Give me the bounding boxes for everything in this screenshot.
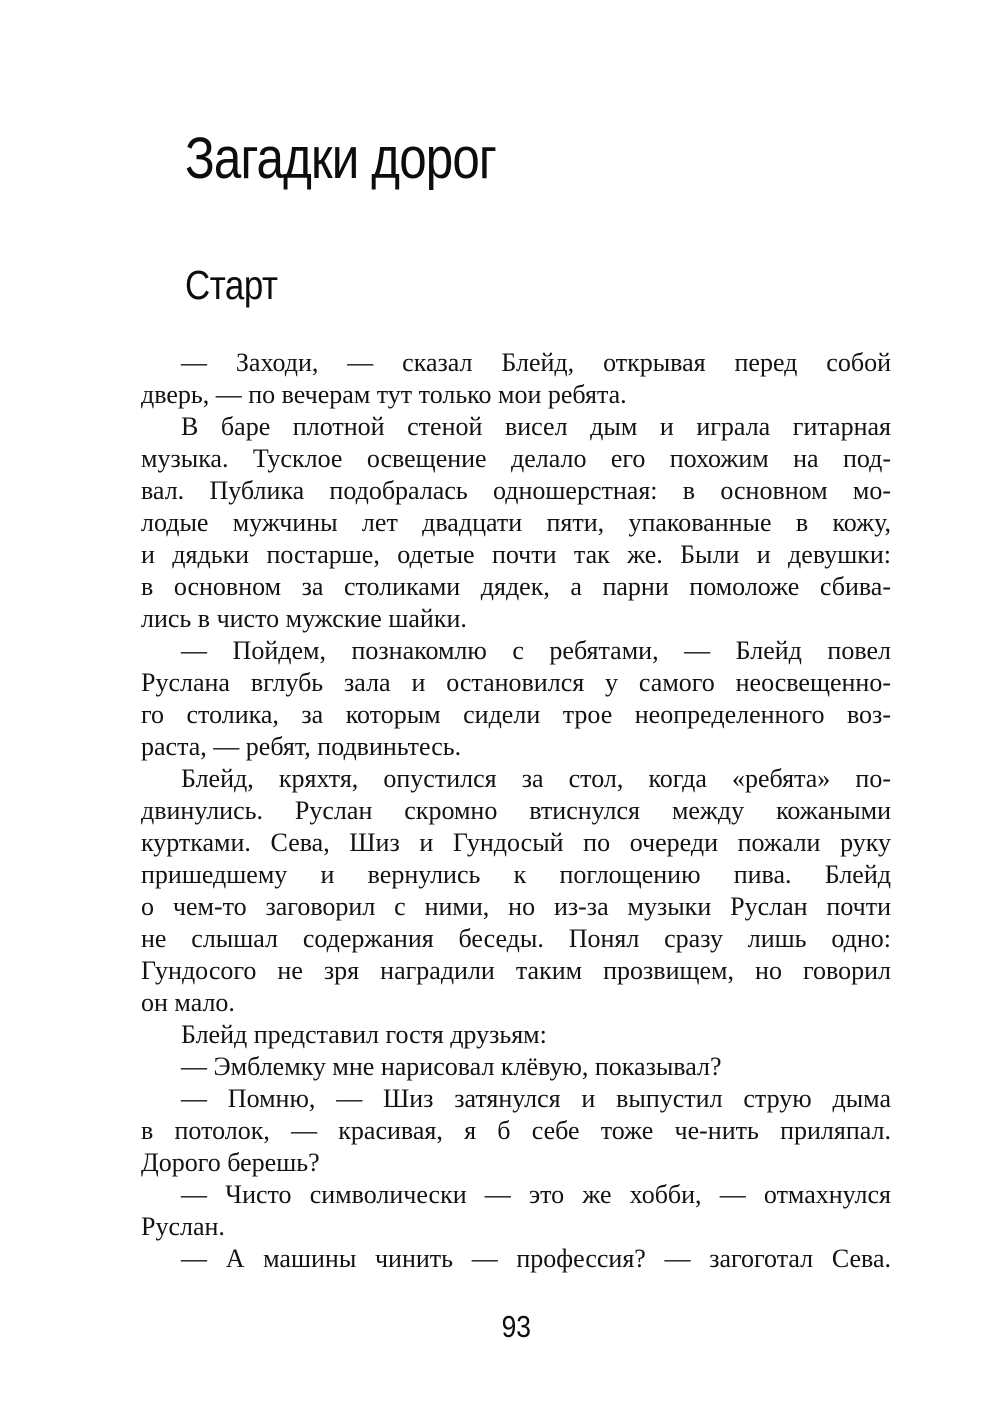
text-line: не слышал содержания беседы. Понял сразу лишь одно: bbox=[141, 924, 891, 953]
page-number-text: 93 bbox=[501, 1309, 531, 1344]
text-line: Гундосого не зря наградили таким прозвищем, но говорил bbox=[141, 956, 891, 985]
text-line: музыка. Тусклое освещение делало его похожим на под- bbox=[141, 444, 891, 473]
text-line: пришедшему и вернулись к поглощению пива. Блейд bbox=[141, 860, 891, 889]
text-line: вал. Публика подобралась одношерстная: в основном мо- bbox=[141, 476, 891, 505]
section-heading-text: Старт bbox=[185, 262, 278, 308]
text-line: и дядьки постарше, одетые почти так же. Были и девушки: bbox=[141, 540, 891, 569]
text-line: — Чисто символически — это же хобби, — отмахнулся bbox=[181, 1180, 891, 1209]
paragraph bbox=[141, 1051, 891, 1083]
text-line: о чем-то заговорил с ними, но из-за музыки Руслан почти bbox=[141, 892, 891, 921]
paragraph bbox=[141, 635, 891, 763]
paragraph bbox=[141, 1083, 891, 1179]
paragraph bbox=[141, 1179, 891, 1243]
text-line: — Пойдем, познакомлю с ребятами, — Блейд повел bbox=[181, 636, 891, 665]
text-line: Дорого берешь? bbox=[141, 1148, 320, 1177]
text-line: Блейд представил гостя друзьям: bbox=[181, 1020, 547, 1049]
page-number bbox=[141, 1310, 891, 1344]
text-line: — Заходи, — сказал Блейд, открывая перед собой bbox=[181, 348, 891, 377]
text-line: — Помню, — Шиз затянулся и выпустил струю дыма bbox=[181, 1084, 891, 1113]
text-line: В баре плотной стеной висел дым и играла гитарная bbox=[181, 412, 891, 441]
text-line: — А машины чинить — профессия? — загоготал Сева. bbox=[181, 1244, 891, 1273]
paragraph bbox=[141, 1243, 891, 1275]
text-line: лодые мужчины лет двадцати пяти, упакованные в кожу, bbox=[141, 508, 891, 537]
text-line: в основном за столиками дядек, а парни помоложе сбива- bbox=[141, 572, 891, 601]
text-line: раста, — ребят, подвиньтесь. bbox=[141, 732, 462, 761]
paragraph bbox=[141, 411, 891, 635]
body-text bbox=[141, 347, 891, 1275]
section-heading bbox=[185, 263, 294, 308]
text-line: лись в чисто мужские шайки. bbox=[141, 604, 467, 633]
text-line: он мало. bbox=[141, 988, 235, 1017]
paragraph bbox=[141, 347, 891, 411]
text-line: куртками. Сева, Шиз и Гундосый по очереди пожали руку bbox=[141, 828, 891, 857]
text-line: Блейд, кряхтя, опустился за стол, когда «ребята» по- bbox=[181, 764, 891, 793]
paragraph bbox=[141, 763, 891, 1019]
text-line: Руслан. bbox=[141, 1212, 225, 1241]
text-line: двинулись. Руслан скромно втиснулся между кожаными bbox=[141, 796, 891, 825]
text-line: Руслана вглубь зала и остановился у самого неосвещенно- bbox=[141, 668, 891, 697]
text-line: го столика, за которым сидели трое неопределенного воз- bbox=[141, 700, 891, 729]
chapter-title bbox=[185, 127, 551, 191]
chapter-title-text: Загадки дорог bbox=[185, 126, 497, 191]
paragraph bbox=[141, 1019, 891, 1051]
text-line: дверь, — по вечерам тут только мои ребята. bbox=[141, 380, 627, 409]
text-line: в потолок, — красивая, я б себе тоже че-нить приляпал. bbox=[141, 1116, 891, 1145]
text-line: — Эмблемку мне нарисовал клёвую, показывал? bbox=[181, 1052, 722, 1081]
